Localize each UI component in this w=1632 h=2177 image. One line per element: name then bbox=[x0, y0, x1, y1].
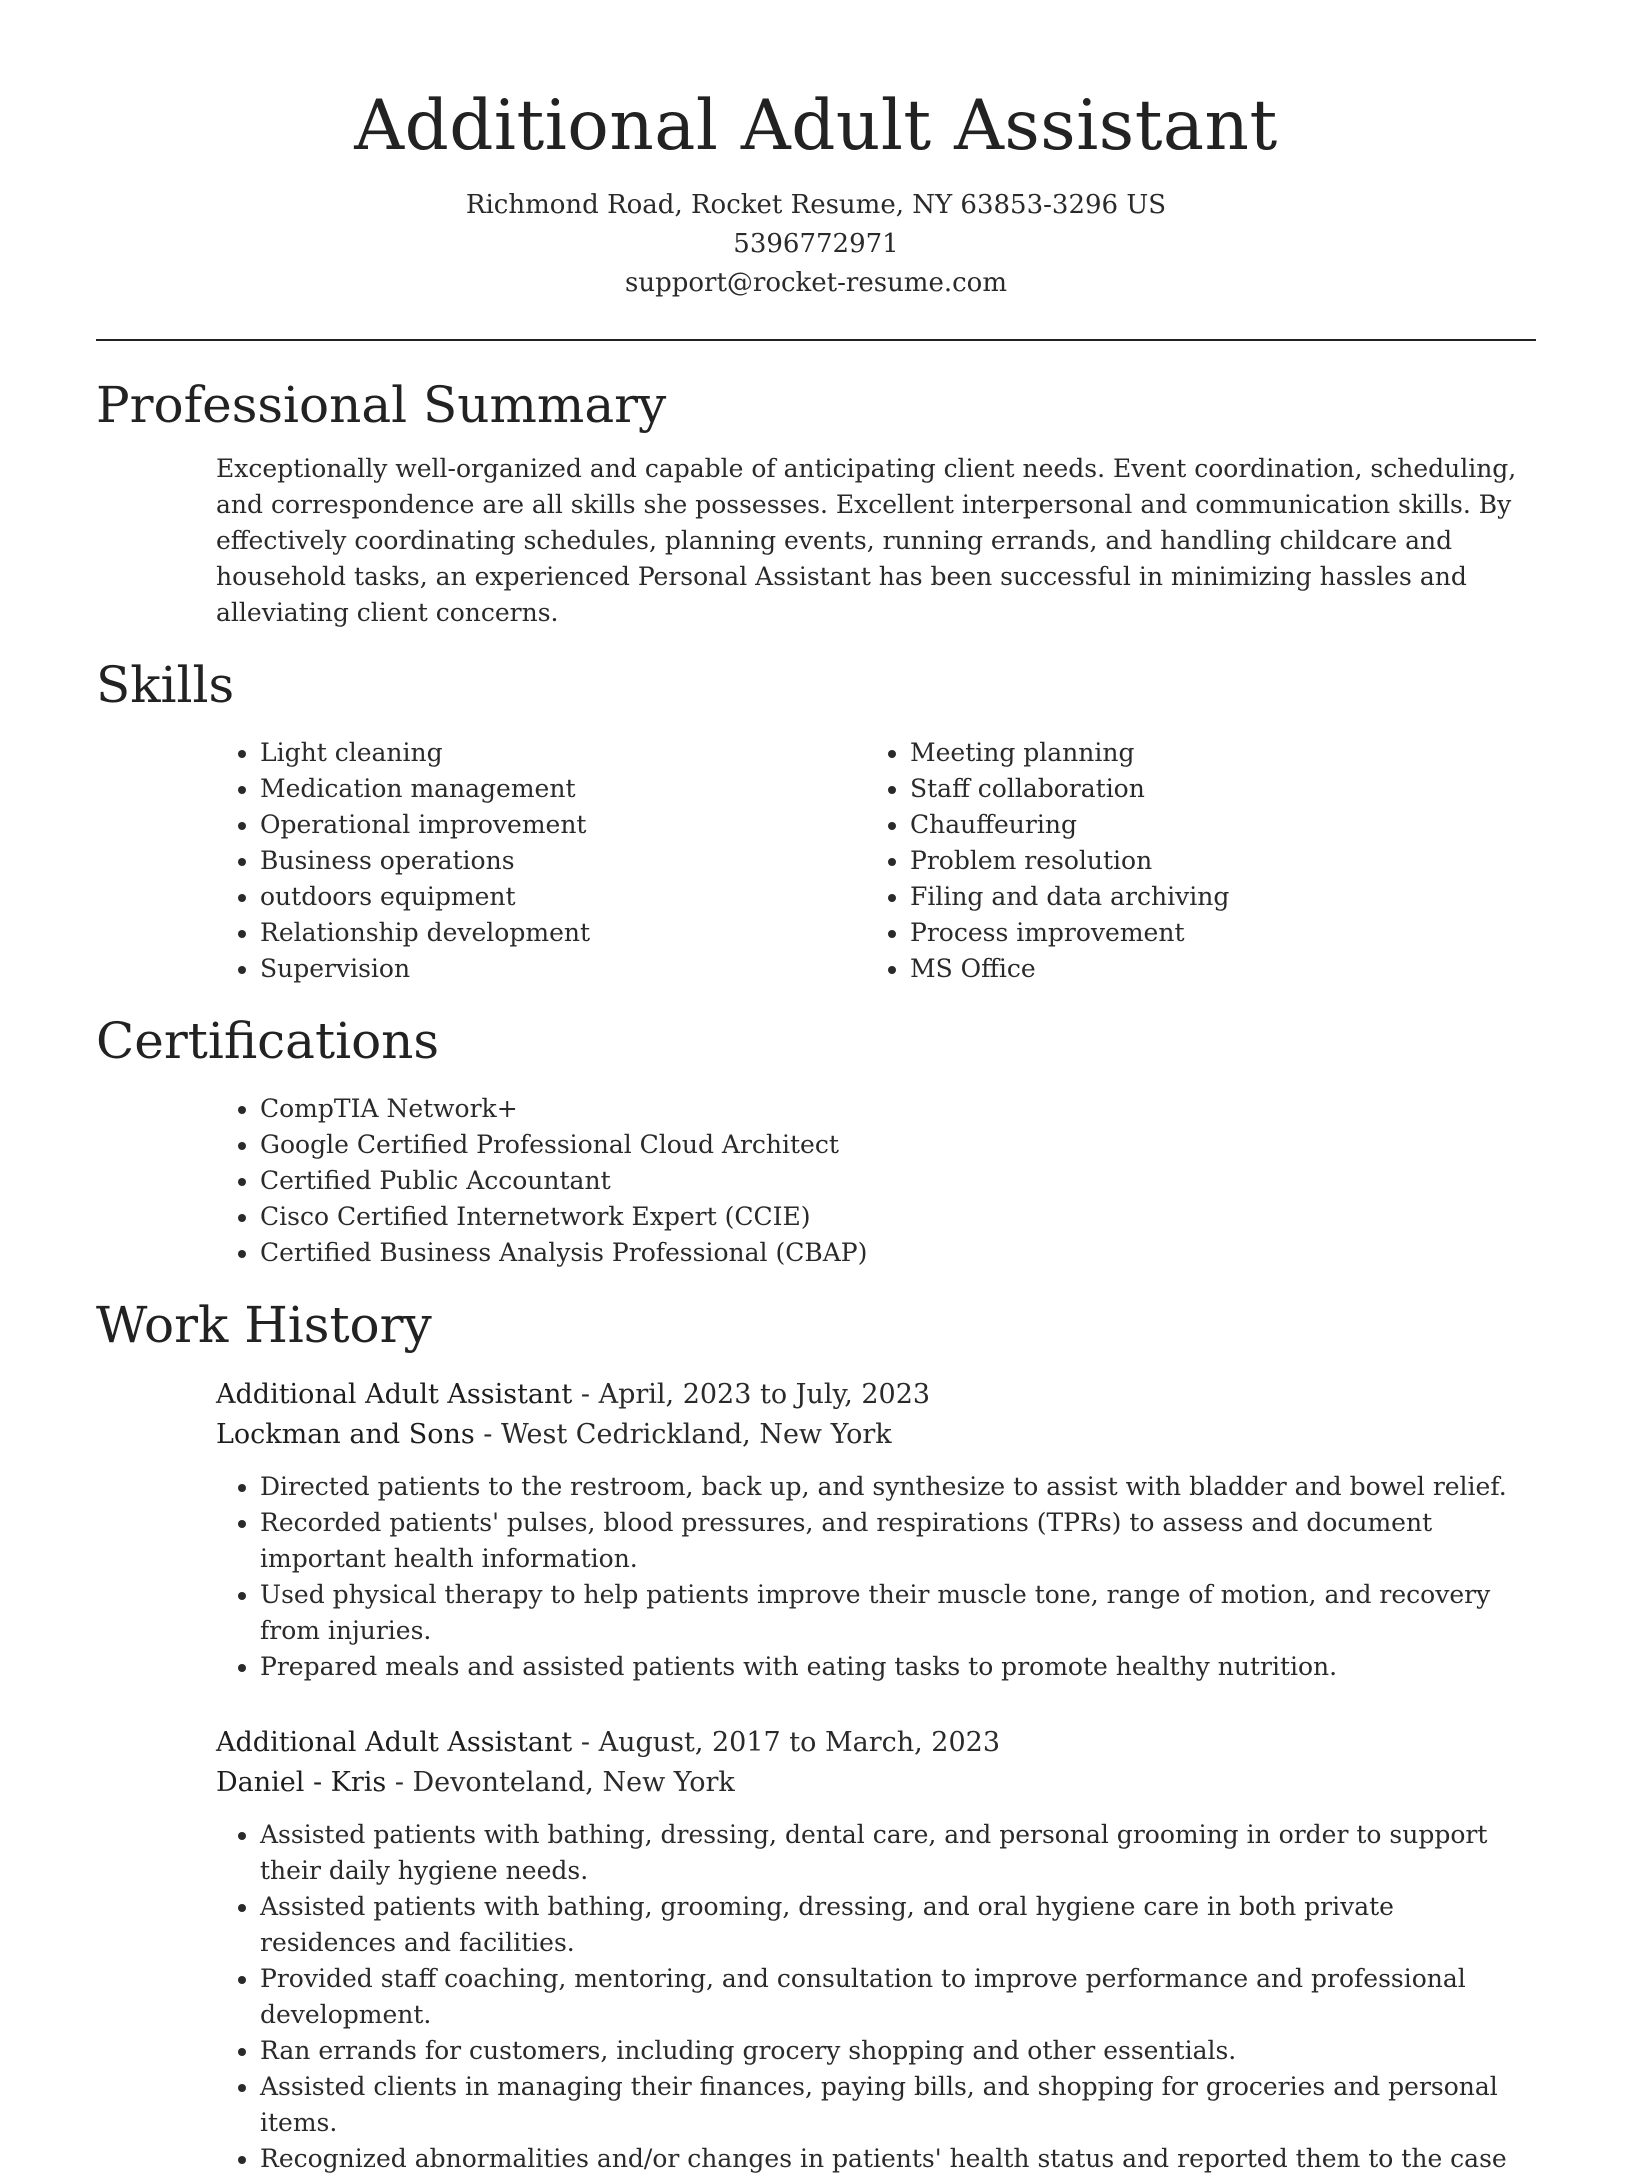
skill-item: • Medication management bbox=[260, 771, 866, 807]
skill-item: • Supervision bbox=[260, 951, 866, 987]
candidate-name: Additional Adult Assistant bbox=[354, 86, 1278, 166]
summary-text: Exceptionally well-organized and capable of anticipating client needs. Event coordination, scheduling, and correspondence are all skills she possesses. Excellent interpersonal and communication skills. By effectively coordinating schedules, planning events, running errands, and handling childcare and household tasks, an experienced Personal Assistant has been successful in minimizing hassles and alleviating client concerns. bbox=[216, 454, 1517, 627]
job-location: - West Cedrickland, New York bbox=[474, 1419, 892, 1450]
job-bullet: • Recognized abnormalities and/or changes in patients' health status and reported them to the case bbox=[260, 2141, 1536, 2177]
certification-item: • Cisco Certified Internetwork Expert (CCIE) bbox=[260, 1199, 1536, 1235]
work-history-title: Work History bbox=[96, 1296, 432, 1354]
job-company: Daniel - Kris bbox=[216, 1767, 387, 1798]
job-bullet: • Assisted clients in managing their finances, paying bills, and shopping for groceries and personal items. bbox=[260, 2069, 1536, 2141]
job-bullet: • Prepared meals and assisted patients with eating tasks to promote healthy nutrition. bbox=[260, 1649, 1536, 1685]
certification-item: • Google Certified Professional Cloud Architect bbox=[260, 1127, 1536, 1163]
job-entry bbox=[216, 1375, 1536, 1685]
job-bullet: • Used physical therapy to help patients improve their muscle tone, range of motion, and recovery from injuries. bbox=[260, 1577, 1536, 1649]
job-dates: - August, 2017 to March, 2023 bbox=[572, 1727, 1001, 1758]
skills-column-left bbox=[216, 735, 866, 987]
summary-section bbox=[96, 451, 1536, 631]
job-company-line bbox=[216, 1763, 1536, 1803]
certification-item: • Certified Business Analysis Professional (CBAP) bbox=[260, 1235, 1536, 1271]
job-company-line bbox=[216, 1415, 1536, 1455]
resume-header bbox=[96, 0, 1536, 303]
job-title: Additional Adult Assistant bbox=[216, 1379, 573, 1410]
skill-item: • Chauffeuring bbox=[910, 807, 1516, 843]
certifications-title: Certifications bbox=[96, 1012, 440, 1070]
skill-item: • Relationship development bbox=[260, 915, 866, 951]
skill-item: • Meeting planning bbox=[910, 735, 1516, 771]
skill-item: • Process improvement bbox=[910, 915, 1516, 951]
job-location: - Devonteland, New York bbox=[386, 1767, 735, 1798]
certification-item: • CompTIA Network+ bbox=[260, 1091, 1536, 1127]
job-bullet: • Directed patients to the restroom, back up, and synthesize to assist with bladder and bowel relief. bbox=[260, 1469, 1536, 1505]
contact-address: Richmond Road, Rocket Resume, NY 63853-3296 US bbox=[465, 190, 1167, 220]
job-company: Lockman and Sons bbox=[216, 1419, 475, 1450]
certification-item: • Certified Public Accountant bbox=[260, 1163, 1536, 1199]
work-history-section bbox=[96, 1375, 1536, 2177]
contact-phone: 5396772971 bbox=[733, 229, 899, 259]
skill-item: • Problem resolution bbox=[910, 843, 1516, 879]
job-dates: - April, 2023 to July, 2023 bbox=[572, 1379, 931, 1410]
summary-title: Professional Summary bbox=[96, 376, 667, 434]
skill-item: • outdoors equipment bbox=[260, 879, 866, 915]
skills-section bbox=[96, 735, 1536, 987]
contact-info bbox=[96, 186, 1536, 303]
skill-item: • Business operations bbox=[260, 843, 866, 879]
job-entry bbox=[216, 1723, 1536, 2177]
header-divider bbox=[96, 339, 1536, 341]
skill-item: • Light cleaning bbox=[260, 735, 866, 771]
skills-title: Skills bbox=[96, 656, 235, 714]
job-title-line bbox=[216, 1375, 1536, 1415]
skill-item: • Filing and data archiving bbox=[910, 879, 1516, 915]
job-bullet: • Assisted patients with bathing, dressing, dental care, and personal grooming in order to support their daily hygiene needs. bbox=[260, 1817, 1536, 1889]
job-bullet: • Provided staff coaching, mentoring, and consultation to improve performance and professional development. bbox=[260, 1961, 1536, 2033]
job-bullet: • Ran errands for customers, including grocery shopping and other essentials. bbox=[260, 2033, 1536, 2069]
job-bullet: • Assisted patients with bathing, grooming, dressing, and oral hygiene care in both private residences and facilities. bbox=[260, 1889, 1536, 1961]
skills-column-right bbox=[866, 735, 1516, 987]
job-title-line bbox=[216, 1723, 1536, 1763]
certifications-section bbox=[96, 1091, 1536, 1271]
skill-item: • MS Office bbox=[910, 951, 1516, 987]
contact-email: support@rocket-resume.com bbox=[624, 268, 1007, 298]
skill-item: • Operational improvement bbox=[260, 807, 866, 843]
skill-item: • Staff collaboration bbox=[910, 771, 1516, 807]
job-title: Additional Adult Assistant bbox=[216, 1727, 573, 1758]
job-bullet: • Recorded patients' pulses, blood pressures, and respirations (TPRs) to assess and document important health information. bbox=[260, 1505, 1536, 1577]
